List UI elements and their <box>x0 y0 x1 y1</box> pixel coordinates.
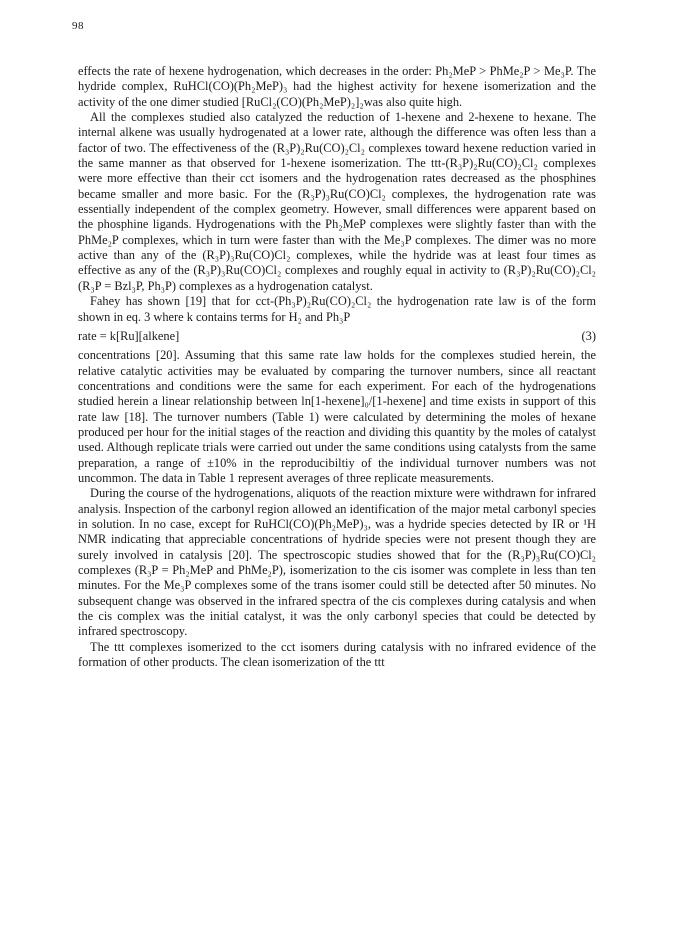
equation-number: (3) <box>581 328 596 343</box>
equation-3 <box>78 329 596 344</box>
paragraph-4: concentrations [20]. Assuming that this same rate law holds for the complexes studied herein, the relative catalytic activities may be evaluated by comparing the turnover numbers, since all reactant concentrations and conditions were the same for each experiment. For each of the hydrogenations studied herein a linear relationship between ln[1-hexene]₀/[1-hexene] and time exists in support of this rate law [18]. The turnover numbers (Table 1) were calculated by determining the moles of hexane produced per hour for the initial stages of the reaction and dividing this quantity by the moles of catalyst used. Although replicate trials were carried out under the same conditions using catalysts from the same preparation, a range of ±10% in the reproducibiltiy of the individual turnover numbers was not uncommon. The data in Table 1 represent averages of three replicate measurements. <box>78 348 596 485</box>
paragraph-5: During the course of the hydrogenations, aliquots of the reaction mixture were withdrawn for infrared analysis. Inspection of the carbonyl region allowed an identification of the major metal carbonyl species in solution. In no case, except for RuHCl(CO)(Ph₂MeP)₃, was a hydride species detected by IR or ¹H NMR indicating that appreciable concentrations of hydride species were not present though they are surely involved in catalysis [20]. The spectroscopic studies showed that for the (R₃P)₃Ru(CO)Cl₂ complexes (R₃P = Ph₂MeP and PhMe₂P), isomerization to the cis isomer was complete in less than ten minutes. For the Me₃P complexes some of the trans isomer could still be detected after 50 minutes. No subsequent change was observed in the infrared spectra of the cis complexes during catalysis and when the cis complex was the initial catalyst, it was the only carbonyl species that could be detected by infrared spectroscopy. <box>78 486 596 639</box>
body-text <box>78 64 596 670</box>
paragraph-1: effects the rate of hexene hydrogenation, which decreases in the order: Ph₂MeP > PhMe₂P > Me₃P. The hydride complex, RuHCl(CO)(Ph₂MeP)₃ had the highest activity for hexene isomerization and the activity of the one dimer studied [RuCl₂(CO)(Ph₂MeP)₂]₂was also quite high. <box>78 64 596 109</box>
page-number: 98 <box>72 20 84 32</box>
equation-text: rate = k[Ru][alkene] <box>78 328 180 343</box>
paragraph-3: Fahey has shown [19] that for cct-(Ph₃P)₂Ru(CO)₂Cl₂ the hydrogenation rate law is of the form shown in eq. 3 where k contains terms for H₂ and Ph₃P <box>78 294 596 324</box>
paragraph-6: The ttt complexes isomerized to the cct isomers during catalysis with no infrared evidence of the formation of other products. The clean isomerization of the ttt <box>78 639 596 670</box>
paragraph-2: All the complexes studied also catalyzed the reduction of 1-hexene and 2-hexene to hexane. The internal alkene was usually hydrogenated at a lower rate, although the difference was often less than a factor of two. The effectiveness of the (R₃P)₂Ru(CO)₂Cl₂ complexes toward hexene reduction varied in the same manner as that observed for 1-hexene isomerization. The ttt-(R₃P)₂Ru(CO)₂Cl₂ complexes were more effective than their cct isomers and the hydrogenation rates decreased as the phosphines became smaller and more basic. For the (R₃P)₃Ru(CO)Cl₂ complexes, the hydrogenation rate was essentially independent of the complex geometry. However, small differences were apparent based on the phosphine ligands. Hydrogenations with the Ph₂MeP complexes were slightly faster than with the PhMe₂P complexes, which in turn were faster than with the Me₃P complexes. The dimer was no more active than any of the (R₃P)₃Ru(CO)Cl₂ complexes, while the hydride was at least four times as effective as any of the (R₃P)₃Ru(CO)Cl₂ complexes and roughly equal in activity to (R₃P)₂Ru(CO)₂Cl₂ (R₃P = Bzl₃P, Ph₃P) complexes as a hydrogenation catalyst. <box>78 110 596 293</box>
